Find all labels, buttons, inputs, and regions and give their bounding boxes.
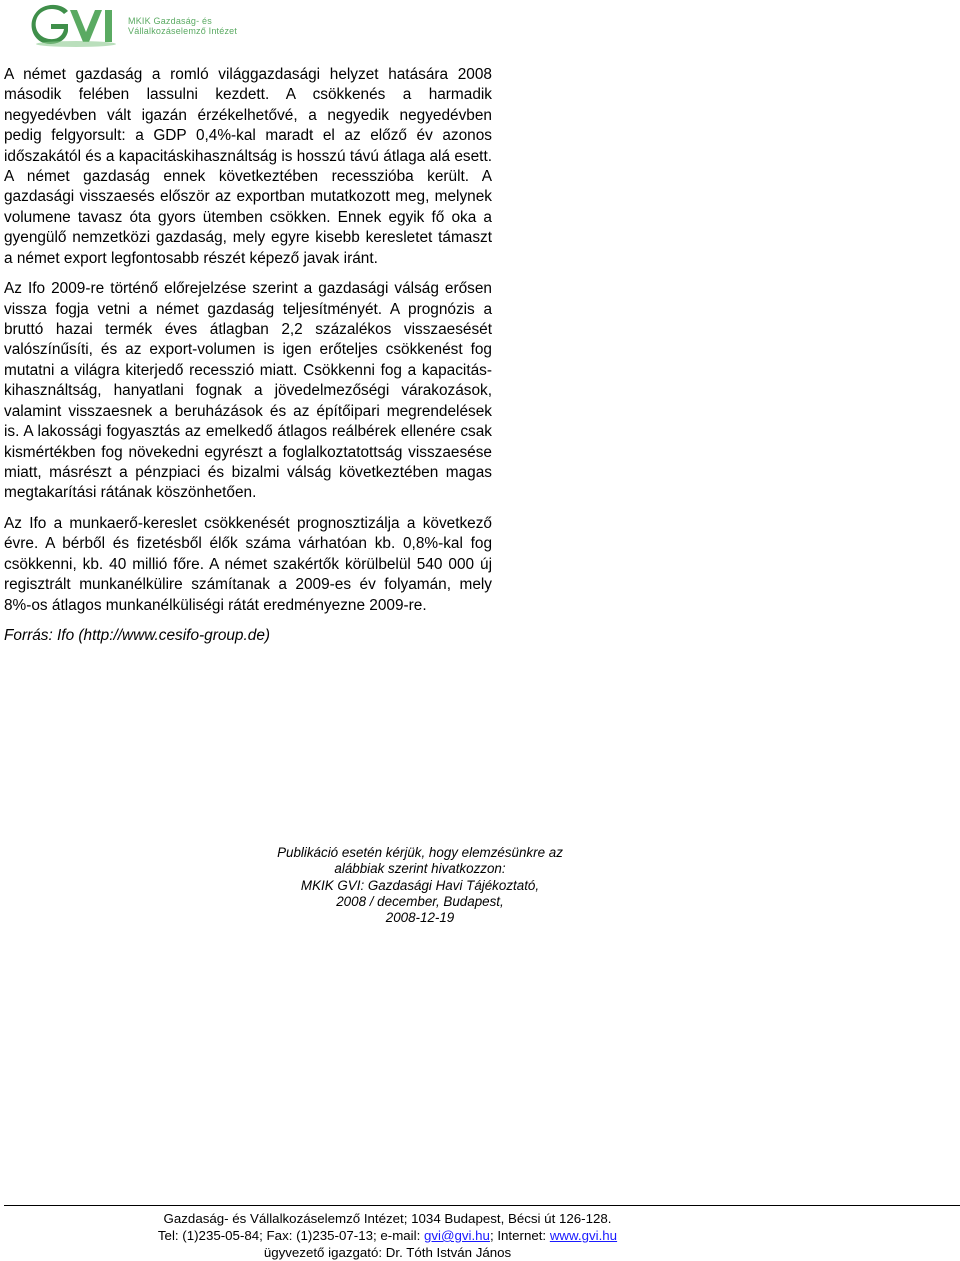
logo-caption-line-1: MKIK Gazdaság- és: [128, 16, 212, 26]
footer-contacts: [0, 1227, 775, 1244]
gvi-logo: [30, 4, 238, 48]
page-footer: [0, 1210, 775, 1261]
citation-line-1: Publikáció esetén kérjük, hogy elemzésünkre az: [277, 845, 563, 860]
paragraph-2: Az Ifo 2009-re történő előrejelzése szerint a gazdasági válság erősen vissza fogja vetni a német gazdaság teljesítményét. A prognózis a bruttó hazai termék éves átlagban 2,2 százalékos visszaesését valószínűsíti, és az export-volumen is igen erőteljes csökkenést fog mutatni a világra kiterjedő recesszió miatt. Csökkenni fog a kapacitás-kihasználtság, hanyatlani fognak a jövedelmezőségi várakozások, valamint visszaesnek a beruházások és az építőipari megrendelések is. A lakossági fogyasztás az emelkedő átlagos reálbérek ellenére csak kismértékben fog növekedni egyrészt a foglalkoztatottság visszaesése miatt, másrészt a pénzpiaci és bizalmi válság következtében magas megtakarítási rátának köszönhetően.: [4, 280, 492, 502]
citation-line-3: MKIK GVI: Gazdasági Havi Tájékoztató,: [300, 877, 540, 893]
source-note: Forrás: Ifo (http://www.cesifo-group.de): [4, 627, 271, 645]
article-body: [4, 65, 492, 656]
footer-website-link[interactable]: www.gvi.hu: [549, 1228, 618, 1243]
logo-caption-line-2: Vállalkozáselemző Intézet: [128, 26, 238, 36]
paragraph-3: Az Ifo a munkaerő-kereslet csökkenését prognosztizálja a következő évre. A bérből és fizetésből élők száma várhatóan kb. 0,8%-kal fog csökkenni, kb. 40 millió főre. A német szakértők körülbelül 540 000 új regisztrált munkanélkülire számítanak a 2009-es év folyamán, mely 8%-os átlagos munkanélküliségi rátát eredményezne 2009-re.: [4, 514, 492, 614]
footer-divider: [4, 1205, 960, 1206]
citation-line-2: alábbiak szerint hivatkozzon:: [334, 861, 506, 877]
footer-internet-label: ; Internet:: [489, 1228, 550, 1243]
citation-line-5: 2008-12-19: [385, 910, 455, 926]
paragraph-1: A német gazdaság a romló világgazdasági helyzet hatására 2008 második felében lassulni kezdett. A csökkenés a harmadik negyedévben vált igazán érzékelhetővé, a negyedik negyedévben pedig felgyorsult: a GDP 0,4%-kal maradt el az előző év azonos időszakától és a kapacitáskihasználtság is hosszú távú átlaga alá esett. A német gazdaság ennek következtében recesszióba került. A gazdasági visszaesés először az exportban mutatkozott meg, melynek volumene tavasz óta gyors ütemben csökken. Ennek egyik fő oka a gyengülő nemzetközi gazdaság, mely egyre kisebb keresletet támaszt a német export legfontosabb részét képező javak iránt.: [4, 66, 492, 267]
footer-email-link[interactable]: gvi@gvi.hu: [423, 1228, 490, 1243]
footer-address: Gazdaság- és Vállalkozáselemző Intézet; 1034 Budapest, Bécsi út 126-128.: [163, 1211, 612, 1226]
footer-phone-fax: Tel: (1)235-05-84; Fax: (1)235-07-13; e-mail:: [157, 1228, 424, 1243]
footer-director: ügyvezető igazgató: Dr. Tóth István János: [263, 1245, 512, 1260]
logo-caption: [128, 16, 237, 36]
citation-line-4: 2008 / december, Budapest,: [336, 893, 504, 909]
citation-request: [250, 845, 590, 926]
